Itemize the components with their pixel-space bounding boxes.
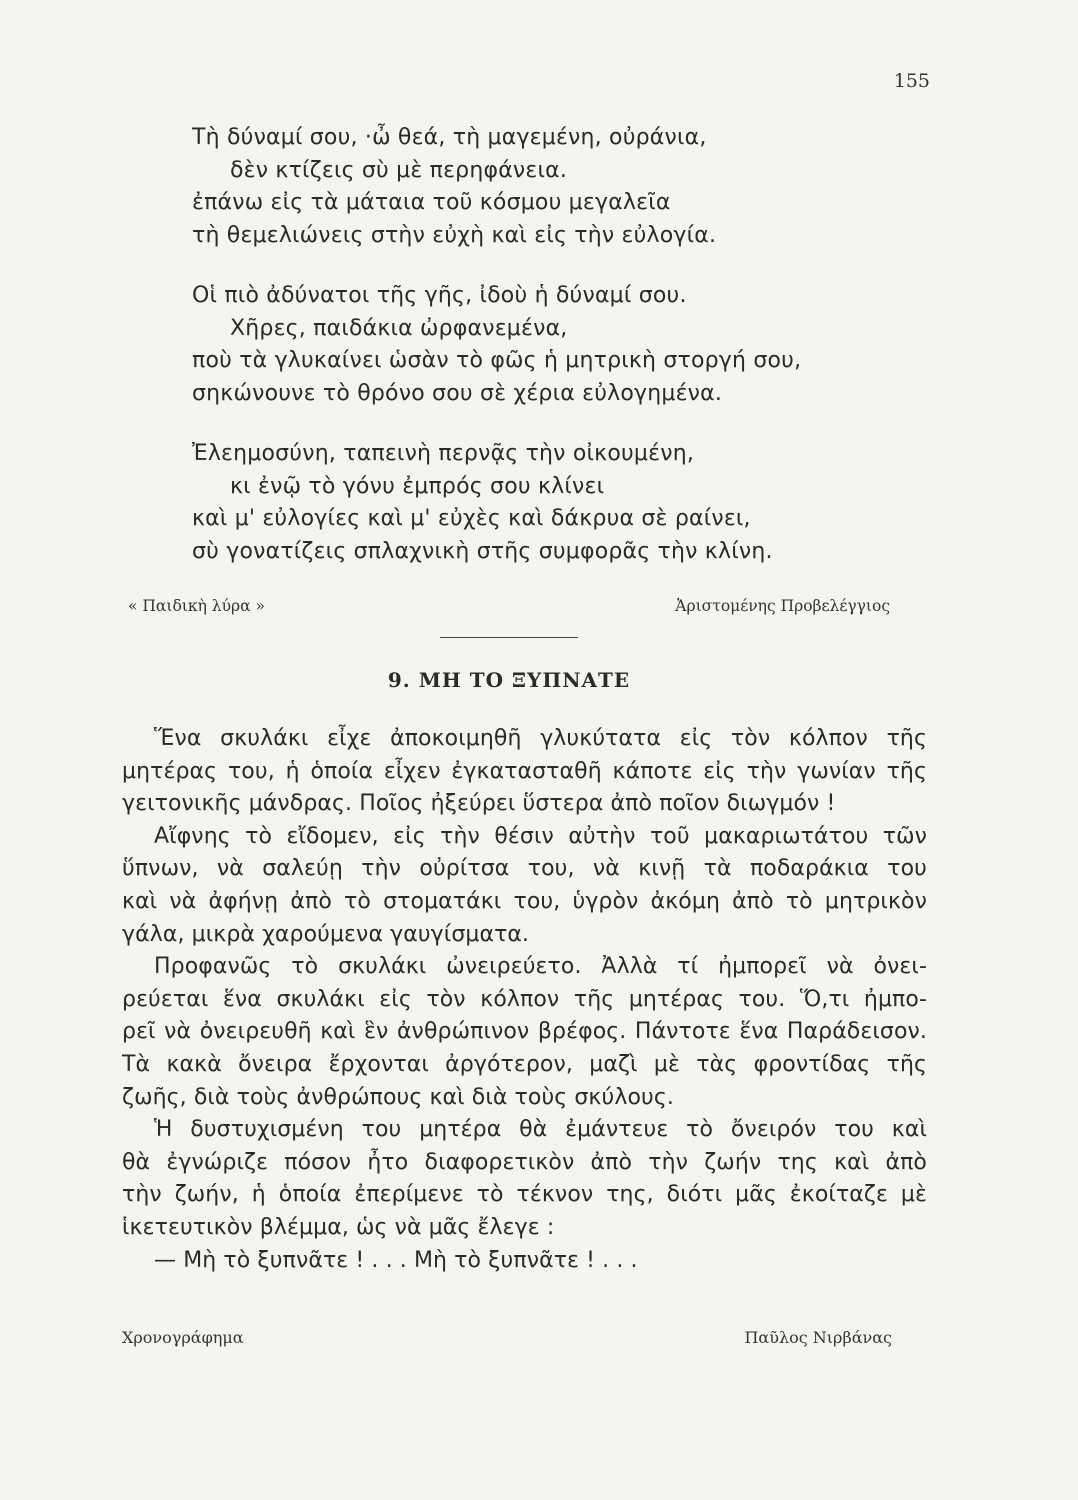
poem-line: ἐπάνω εἰς τὰ μάταια τοῦ κόσμου μεγαλεῖα	[192, 190, 671, 215]
poem-stanza	[192, 122, 952, 252]
poem-line: καὶ μ' εὐλογίες καὶ μ' εὐχὲς καὶ δάκρυα σὲ ραίνει,	[192, 506, 751, 531]
poem-line: ποὺ τὰ γλυκαίνει ὡσὰν τὸ φῶς ἡ μητρικὴ στοργή σου,	[192, 348, 802, 373]
prose-attribution	[122, 1328, 892, 1347]
prose-line: Προφανῶς τὸ σκυλάκι ὠνειρεύετο. Ἀλλὰ τί ἠμπορεῖ νὰ ὀνει-	[154, 954, 927, 980]
prose-line: Αἴφνης τὸ εἴδομεν, εἰς τὴν θέσιν αὐτὴν τοῦ μακαριωτάτου τῶν	[154, 823, 927, 849]
prose-line: μητέρας του, ἡ ὁποία εἶχεν ἐγκατασταθῆ κάποτε εἰς τὴν γωνίαν τῆς	[122, 758, 927, 784]
prose-line: — Μὴ τὸ ξυπνᾶτε ! . . . Μὴ τὸ ξυπνᾶτε ! . . .	[154, 1247, 638, 1273]
poem-line: Χῆρες, παιδάκια ὠρφανεμένα,	[230, 315, 568, 341]
prose-line: θὰ ἐγνώριζε πόσον ἦτο διαφορετικὸν ἀπὸ τὴν ζωήν της καὶ ἀπὸ	[122, 1149, 927, 1175]
prose-author: Παῦλος Νιρβάνας	[744, 1328, 892, 1347]
prose-source: Χρονογράφημα	[122, 1328, 244, 1347]
poem-line: δὲν κτίζεις σὺ μὲ περηφάνεια.	[230, 157, 568, 183]
poem-stanza	[192, 438, 952, 568]
poem-author: Ἀριστομένης Προβελέγγιος	[675, 597, 890, 615]
prose-line: γειτονικῆς μάνδρας. Ποῖος ἠξεύρει ὕστερα ἀπὸ ποῖον διωγμόν !	[122, 791, 836, 817]
prose-line: ρεύεται ἕνα σκυλάκι εἰς τὸν κόλπον τῆς μητέρας του. Ὅ,τι ἠμπο-	[122, 986, 927, 1012]
poem-attribution	[128, 597, 890, 615]
prose-line: ζωῆς, διὰ τοὺς ἀνθρώπους καὶ διὰ τοὺς σκύλους.	[122, 1084, 674, 1110]
poem-line: Ἐλεημοσύνη, ταπεινὴ περνᾷς τὴν οἰκουμένη,	[192, 441, 695, 466]
prose-text	[122, 723, 927, 1277]
poem	[192, 122, 952, 596]
page-number: 155	[893, 70, 930, 92]
poem-line: σὺ γονατίζεις σπλαχνικὴ στῆς συμφορᾶς τὴν κλίνη.	[192, 538, 773, 564]
poem-line: τὴ θεμελιώνεις στὴν εὐχὴ καὶ εἰς τὴν εὐλογία.	[192, 222, 717, 248]
poem-line: Τὴ δύναμί σου, ·ὦ θεά, τὴ μαγεμένη, οὐράνια,	[192, 125, 707, 150]
poem-source: « Παιδικὴ λύρα »	[128, 597, 266, 615]
prose-line: ὕπνων, νὰ σαλεύῃ τὴν οὐρίτσα του, νὰ κινῇ τὰ ποδαράκια του	[122, 856, 927, 882]
section-divider	[440, 637, 578, 638]
prose-line: τὴν ζωήν, ἡ ὁποία ἐπερίμενε τὸ τέκνον της, διότι μᾶς ἐκοίταζε μὲ	[122, 1182, 927, 1208]
poem-line: κι ἐνῷ τὸ γόνυ ἐμπρός σου κλίνει	[230, 473, 605, 499]
prose-line: καὶ νὰ ἀφήνῃ ἀπὸ τὸ στοματάκι του, ὑγρὸν ἀκόμη ἀπὸ τὸ μητρικὸν	[122, 888, 927, 914]
poem-line: Οἱ πιὸ ἀδύνατοι τῆς γῆς, ἰδοὺ ἡ δύναμί σου.	[192, 283, 687, 308]
prose-line: γάλα, μικρὰ χαρούμενα γαυγίσματα.	[122, 921, 530, 947]
poem-stanza	[192, 280, 952, 410]
prose-line: ρεῖ νὰ ὀνειρευθῆ καὶ ἓν ἀνθρώπινον βρέφος. Πάντοτε ἕνα Παράδεισον.	[122, 1019, 927, 1045]
poem-line: σηκώνουνε τὸ θρόνο σου σὲ χέρια εὐλογημένα.	[192, 380, 723, 406]
prose-line: Ἕνα σκυλάκι εἶχε ἀποκοιμηθῆ γλυκύτατα εἰς τὸν κόλπον τῆς	[154, 726, 927, 751]
prose-line: ἱκετευτικὸν βλέμμα, ὡς νὰ μᾶς ἔλεγε :	[122, 1214, 555, 1240]
prose-line: Ἡ δυστυχισμένη του μητέρα θὰ ἐμάντευε τὸ ὄνειρόν του καὶ	[154, 1117, 927, 1143]
section-heading: 9. ΜΗ ΤΟ ΞΥΠΝΑΤΕ	[387, 668, 631, 692]
prose-line: Τὰ κακὰ ὄνειρα ἔρχονται ἀργότερον, μαζὶ μὲ τὰς φροντίδας τῆς	[122, 1051, 927, 1077]
